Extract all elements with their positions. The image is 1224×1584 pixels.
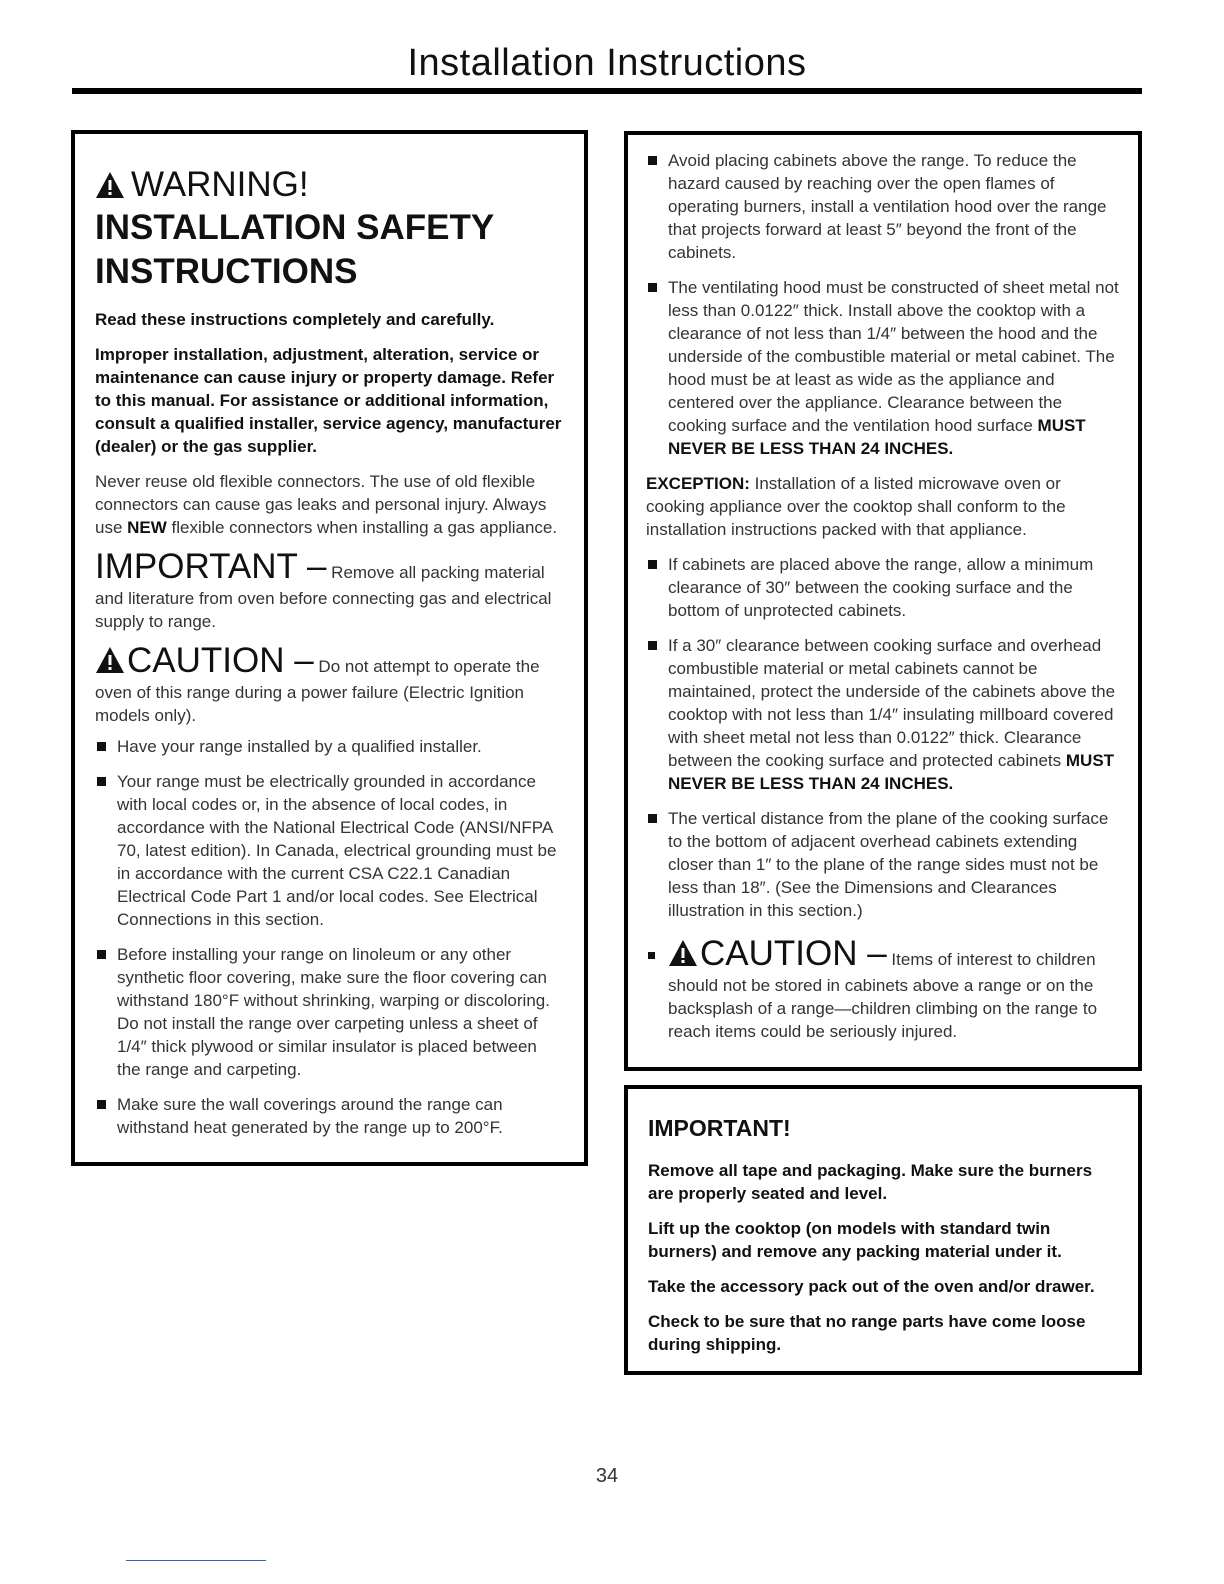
list-item (646, 553, 1120, 622)
list-item-text: Before installing your range on linoleum or any other synthetic floor covering, make sure the floor covering can withstand 180°F without shrinking, warping or discoloring. Do not install the range over carpeting unless a sheet of 1/4″ thick plywood or similar insulator is placed between the range and carpeting. (117, 945, 550, 1079)
list-item-text: Have your range installed by a qualified installer. (117, 737, 482, 756)
bullet-square-icon (97, 742, 106, 751)
bullet-square-icon (648, 156, 657, 165)
list-item-text: Make sure the wall coverings around the range can withstand heat generated by the range up to 200°F. (117, 1095, 503, 1137)
bullet-square-icon (648, 283, 657, 292)
connectors-new-word: NEW (127, 518, 167, 537)
children-caution-notice (646, 934, 1120, 1043)
exception-label: EXCEPTION: (646, 474, 750, 493)
list-item (95, 770, 564, 931)
read-instructions-text: Read these instructions completely and carefully. (95, 310, 495, 329)
page-number: 34 (595, 1465, 619, 1487)
important-notice (95, 547, 564, 633)
connectors-text-1: Never reuse old flexible connectors. The use of old flexible connectors can cause gas leaks and personal injury. Always use (95, 472, 547, 537)
improper-installation-text: Improper installation, adjustment, alteration, service or maintenance can cause injury or property damage. Refer to this manual. For assistance or additional information, consult a qualified installer, service agency, manufacturer (dealer) or the gas supplier. (95, 345, 562, 456)
important-text: Remove all packing material and literature from oven before connecting gas and electrical supply to range. (95, 563, 552, 631)
exception-text: Installation of a listed microwave oven or cooking appliance over the cooktop shall conform to the installation instructions packed with that appliance. (646, 474, 1066, 539)
checklist-item: Lift up the cooktop (on models with standard twin burners) and remove any packing material under it. (648, 1219, 1062, 1261)
list-item-text: Your range must be electrically grounded in accordance with local codes or, in the absence of local codes, in accordance with the National Electrical Code (ANSI/NFPA 70, latest edition). In Canada, electrical grounding must be in accordance with the current CSA C22.1 Canadian Electrical Code Part 1 and/or local codes. See Electrical Connections in this section. (117, 772, 557, 929)
list-item-text: If a 30″ clearance between cooking surface and overhead combustible material or metal cabinets cannot be maintained, protect the underside of the cabinets above the cooktop with not less than 1/4″ insulating millboard covered with sheet metal not less than 0.0122″ thick. Clearance between the cooking surface and protected cabinets (668, 636, 1116, 770)
list-item-bold: MUST NEVER BE LESS THAN 24 INCHES. (668, 416, 1086, 458)
checklist-item: Check to be sure that no range parts have come loose during shipping. (648, 1312, 1086, 1354)
caution-text: Items of interest to children should not be stored in cabinets above a range or on the backsplash of a range—children climbing on the range to reach items could be seriously injured. (668, 950, 1098, 1041)
flexible-connectors-text (95, 470, 564, 539)
important-checklist-box (624, 1085, 1142, 1375)
caution-label: CAUTION – (700, 934, 887, 973)
important-label: IMPORTANT – (95, 547, 327, 586)
list-item (95, 1093, 564, 1139)
title-rule (72, 88, 1142, 94)
footer-link-underline (126, 1560, 266, 1561)
bullet-square-icon (648, 641, 657, 650)
bullet-square-icon (648, 814, 657, 823)
warning-triangle-icon (95, 171, 125, 199)
caution-notice (95, 641, 564, 727)
important-heading: IMPORTANT! (648, 1115, 791, 1141)
bullet-square-icon (648, 952, 655, 959)
cabinet-clearance-box (624, 131, 1142, 1071)
safety-title-line1: INSTALLATION SAFETY (95, 208, 495, 247)
list-item (646, 149, 1120, 264)
connectors-text-2: flexible connectors when installing a gas appliance. (166, 518, 558, 537)
list-item-text: Avoid placing cabinets above the range. To reduce the hazard caused by reaching over the open flames of operating burners, install a ventilation hood over the range that projects forward at least 5″ beyond the front of the cabinets. (668, 151, 1107, 262)
safety-instructions-title (95, 206, 564, 294)
caution-triangle-icon (95, 646, 125, 674)
list-item-text: If cabinets are placed above the range, allow a minimum clearance of 30″ between the cooking surface and the bottom of unprotected cabinets. (668, 555, 1094, 620)
clearance-bullet-list (646, 149, 1120, 460)
caution-triangle-icon (668, 939, 698, 967)
caution-label: CAUTION – (127, 641, 314, 680)
list-item (646, 807, 1120, 922)
bullet-square-icon (648, 560, 657, 569)
list-item (95, 943, 564, 1081)
installation-safety-box (71, 130, 588, 1166)
list-item (646, 276, 1120, 460)
caution-text: Do not attempt to operate the oven of this range during a power failure (Electric Ignition models only). (95, 657, 540, 725)
exception-note (646, 472, 1120, 541)
page-title: Installation Instructions (407, 42, 807, 84)
bullet-square-icon (97, 1100, 106, 1109)
bullet-square-icon (97, 777, 106, 786)
warning-heading (95, 164, 564, 206)
safety-title-line2: INSTRUCTIONS (95, 252, 358, 291)
safety-bullet-list (95, 735, 564, 1139)
list-item-bold: MUST NEVER BE LESS THAN 24 INCHES. (668, 751, 1115, 793)
list-item-text: The vertical distance from the plane of the cooking surface to the bottom of adjacent overhead cabinets extending closer than 1″ to the plane of the range sides must not be less than 18″. (See the Dimensions and Clearances illustration in this section.) (668, 809, 1109, 920)
checklist-item: Remove all tape and packaging. Make sure the burners are properly seated and level. (648, 1161, 1093, 1203)
warning-label: WARNING! (131, 165, 309, 204)
checklist-item: Take the accessory pack out of the oven and/or drawer. (648, 1277, 1095, 1296)
list-item (95, 735, 564, 758)
list-item-text: The ventilating hood must be constructed of sheet metal not less than 0.0122″ thick. Install above the cooktop with a clearance of not less than 1/4″ between the hood and the underside of the combustible material or metal cabinet. The hood must be at least as wide as the appliance and centered over the appliance. Clearance between the cooking surface and the ventilation hood surface (668, 278, 1119, 435)
list-item (646, 634, 1120, 795)
bullet-square-icon (97, 950, 106, 959)
clearance-bullet-list-2 (646, 553, 1120, 922)
